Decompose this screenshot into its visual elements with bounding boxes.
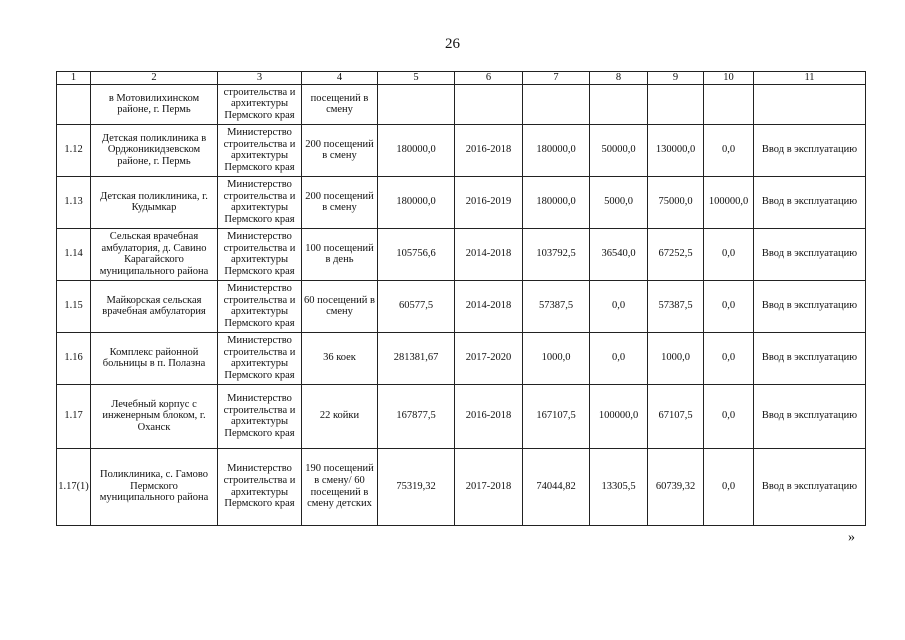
cell-capacity: 22 койки	[302, 384, 378, 448]
cell-result: Ввод в эксплуатацию	[754, 176, 866, 228]
cell-number	[57, 84, 91, 124]
cell-value: 13305,5	[590, 448, 648, 525]
closing-quote-mark: »	[848, 530, 855, 545]
cell-cost: 180000,0	[378, 124, 455, 176]
table-row	[57, 228, 866, 280]
cell-capacity: 60 посещений в смену	[302, 280, 378, 332]
cell-period: 2017-2020	[455, 332, 523, 384]
cell-cost: 180000,0	[378, 176, 455, 228]
cell-period: 2017-2018	[455, 448, 523, 525]
cell-value	[704, 84, 754, 124]
cell-value: 75000,0	[648, 176, 704, 228]
cell-period	[455, 84, 523, 124]
cell-number: 1.15	[57, 280, 91, 332]
cell-number: 1.13	[57, 176, 91, 228]
cell-value: 0,0	[704, 280, 754, 332]
cell-value: 180000,0	[523, 176, 590, 228]
cell-customer: Министерство строительства и архитектуры Пермского края	[218, 228, 302, 280]
cell-result: Ввод в эксплуатацию	[754, 280, 866, 332]
cell-value	[648, 84, 704, 124]
cell-value: 36540,0	[590, 228, 648, 280]
page-number: 26	[445, 36, 460, 52]
cell-value: 0,0	[704, 332, 754, 384]
cell-value: 100000,0	[590, 384, 648, 448]
cell-value	[378, 84, 455, 124]
cell-number: 1.16	[57, 332, 91, 384]
cell-customer: Министерство строительства и архитектуры Пермского края	[218, 176, 302, 228]
table-row	[57, 384, 866, 448]
cell-number: 1.12	[57, 124, 91, 176]
cell-object: Детская поликлиника, г. Кудымкар	[91, 176, 218, 228]
cell-customer: Министерство строительства и архитектуры Пермского края	[218, 384, 302, 448]
cell-cost: 75319,32	[378, 448, 455, 525]
cell-result: Ввод в эксплуатацию	[754, 384, 866, 448]
cell-value: 0,0	[704, 124, 754, 176]
cell-object: Поликлиника, с. Гамово Пермского муниципального района	[91, 448, 218, 525]
cell-value: 180000,0	[523, 124, 590, 176]
cell-value: 103792,5	[523, 228, 590, 280]
cell-customer: строительства и архитектуры Пермского края	[218, 84, 302, 124]
cell-value: 100000,0	[704, 176, 754, 228]
cell-capacity: 36 коек	[302, 332, 378, 384]
cell-value: 0,0	[704, 448, 754, 525]
column-number-row	[57, 72, 866, 85]
cell-capacity: 190 посещений в смену/ 60 посещений в смену детских	[302, 448, 378, 525]
cell-value: 57387,5	[648, 280, 704, 332]
cell-customer: Министерство строительства и архитектуры Пермского края	[218, 280, 302, 332]
cell-customer: Министерство строительства и архитектуры Пермского края	[218, 332, 302, 384]
cell-customer: Министерство строительства и архитектуры Пермского края	[218, 124, 302, 176]
cell-number: 1.17	[57, 384, 91, 448]
cell-value: 0,0	[704, 228, 754, 280]
cell-cost: 105756,6	[378, 228, 455, 280]
cell-customer: Министерство строительства и архитектуры Пермского края	[218, 448, 302, 525]
table-row	[57, 124, 866, 176]
cell-capacity: 200 посещений в смену	[302, 176, 378, 228]
cell-cost: 167877,5	[378, 384, 455, 448]
cell-cost: 60577,5	[378, 280, 455, 332]
column-header: 4	[302, 72, 378, 85]
cell-result	[754, 84, 866, 124]
cell-period: 2016-2018	[455, 384, 523, 448]
cell-period: 2016-2018	[455, 124, 523, 176]
cell-period: 2014-2018	[455, 280, 523, 332]
cell-value: 67252,5	[648, 228, 704, 280]
cell-value: 50000,0	[590, 124, 648, 176]
table-row	[57, 176, 866, 228]
cell-object: Лечебный корпус с инженерным блоком, г. Оханск	[91, 384, 218, 448]
column-header: 10	[704, 72, 754, 85]
cell-value: 5000,0	[590, 176, 648, 228]
table-row	[57, 332, 866, 384]
cell-value: 67107,5	[648, 384, 704, 448]
cell-object: Майкорская сельская врачебная амбулатория	[91, 280, 218, 332]
table-row	[57, 280, 866, 332]
cell-value	[590, 84, 648, 124]
continuation-row	[57, 84, 866, 124]
table-row	[57, 448, 866, 525]
column-header: 5	[378, 72, 455, 85]
cell-value: 74044,82	[523, 448, 590, 525]
cell-number: 1.17(1)	[57, 448, 91, 525]
cell-value: 0,0	[704, 384, 754, 448]
column-header: 3	[218, 72, 302, 85]
column-header: 6	[455, 72, 523, 85]
cell-value: 60739,32	[648, 448, 704, 525]
cell-value: 1000,0	[648, 332, 704, 384]
cell-capacity: посещений в смену	[302, 84, 378, 124]
cell-result: Ввод в эксплуатацию	[754, 228, 866, 280]
cell-period: 2016-2019	[455, 176, 523, 228]
cell-result: Ввод в эксплуатацию	[754, 124, 866, 176]
cell-object: Сельская врачебная амбулатория, д. Савино Карагайского муниципального района	[91, 228, 218, 280]
cell-cost: 281381,67	[378, 332, 455, 384]
cell-value: 167107,5	[523, 384, 590, 448]
column-header: 2	[91, 72, 218, 85]
cell-result: Ввод в эксплуатацию	[754, 448, 866, 525]
cell-result: Ввод в эксплуатацию	[754, 332, 866, 384]
cell-value: 57387,5	[523, 280, 590, 332]
column-header: 1	[57, 72, 91, 85]
column-header: 8	[590, 72, 648, 85]
column-header: 11	[754, 72, 866, 85]
cell-number: 1.14	[57, 228, 91, 280]
cell-period: 2014-2018	[455, 228, 523, 280]
cell-value: 130000,0	[648, 124, 704, 176]
cell-object: Детская поликлиника в Орджоникидзевском районе, г. Пермь	[91, 124, 218, 176]
column-header: 9	[648, 72, 704, 85]
column-header: 7	[523, 72, 590, 85]
cell-value	[523, 84, 590, 124]
cell-capacity: 100 посещений в день	[302, 228, 378, 280]
cell-object: в Мотовилихинском районе, г. Пермь	[91, 84, 218, 124]
cell-value: 0,0	[590, 280, 648, 332]
investment-table	[56, 71, 866, 526]
cell-capacity: 200 посещений в смену	[302, 124, 378, 176]
cell-value: 1000,0	[523, 332, 590, 384]
cell-value: 0,0	[590, 332, 648, 384]
cell-object: Комплекс районной больницы в п. Полазна	[91, 332, 218, 384]
